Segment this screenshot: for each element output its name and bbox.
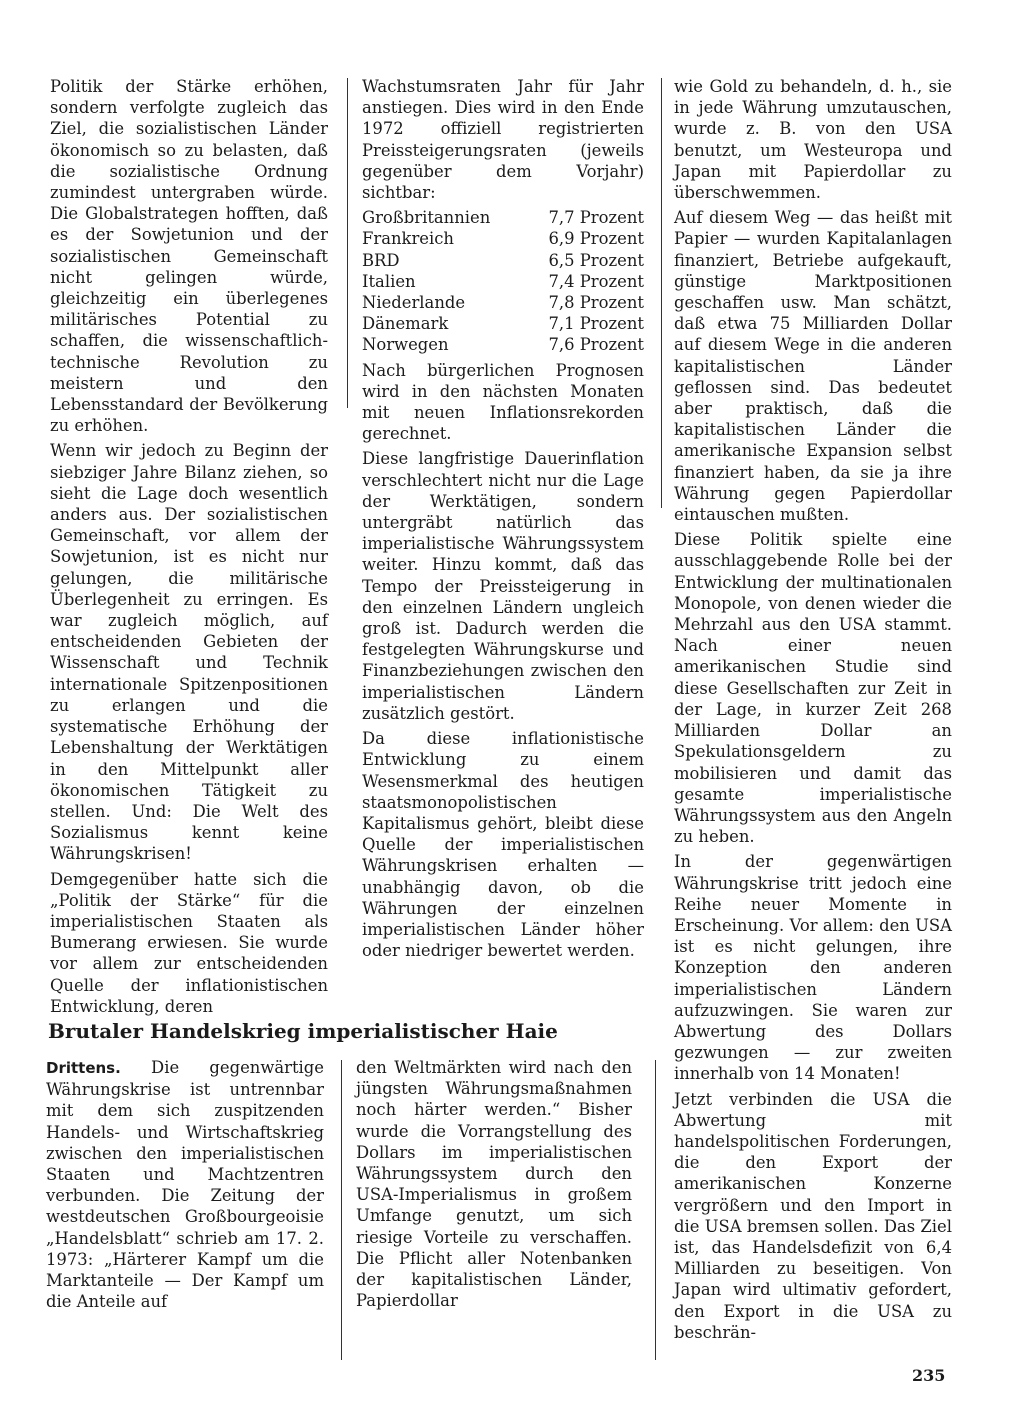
paragraph: In der gegenwärtigen Währungskrise tritt jedoch eine Reihe neuer Momente in Erscheinung. Vor allem: den USA ist es nicht gelungen, ihre Konzeption den anderen imperialistischen Ländern aufzuzwingen. Sie waren zur Abwertung des Dollars gezwungen — zur zweiten innerhalb von 14 Monaten! (674, 852, 952, 1084)
table-row (362, 250, 644, 271)
table-row (362, 334, 644, 355)
paragraph: Auf diesem Weg — das heißt mit Papier — wurden Kapitalanlagen finanziert, Betriebe aufgekauft, günstige Marktpositionen geschaffen usw. Man schätzt, daß etwa 75 Milliarden Dollar auf diesem Wege in die anderen kapitalistischen Länder geflossen sind. Das bedeutet aber praktisch, daß die kapitalistischen Länder die amerikanische Expansion selbst finanziert haben, da sie ja ihre Währung gegen Papierdollar eintauschen mußten. (674, 208, 952, 525)
lead-word: Drittens. (46, 1059, 121, 1077)
country-cell: Frankreich (362, 229, 454, 249)
column-divider (661, 78, 662, 508)
paragraph: Politik der Stärke erhöhen, sondern verfolgte zugleich das Ziel, die sozialistischen Länder ökonomisch so zu belasten, daß die sozialistische Ordnung zumindest untergraben würde. Die Globalstrategen hofften, daß es der Sowjetunion und der sozialistischen Gemeinschaft nicht gelingen würde, gleichzeitig ein überlegenes militärisches Potential zu schaffen, die wissenschaftlich-technische Revolution zu meistern und den Lebensstandard der Bevölkerung zu erhöhen. (50, 77, 328, 436)
column-1 (50, 76, 328, 1021)
country-cell: Norwegen (362, 335, 449, 355)
rate-cell: 7,1 Prozent (548, 314, 644, 334)
column-divider (347, 78, 348, 408)
rate-cell: 7,4 Prozent (548, 271, 644, 291)
table-row (362, 271, 644, 292)
paragraph-text: Die gegenwärtige Währungskrise ist untrennbar mit dem sich zuspitzenden Handels- und Wirtschaftskrieg zwischen den imperialistischen Staaten und Machtzentren verbunden. Die Zeitung der westdeutschen Großbourgeoisie „Handelsblatt“ schrieb am 17. 2. 1973: „Härterer Kampf um die Marktanteile — Der Kampf um die Anteile auf (46, 1058, 324, 1312)
country-cell: Niederlande (362, 293, 466, 313)
paragraph: Nach bürgerlichen Prognosen wird in den nächsten Monaten mit neuen Inflationsrekorden gerechnet. (362, 360, 644, 444)
rate-cell: 6,9 Prozent (548, 229, 644, 249)
rate-cell: 6,5 Prozent (548, 250, 644, 270)
paragraph: Diese Politik spielte eine ausschlaggebende Rolle bei der Entwicklung der multinationalen Monopole, von denen wieder die Mehrzahl aus den USA stammt. Nach einer neuen amerikanischen Studie sind diese Gesellschaften zur Zeit in der Lage, in kurzer Zeit 268 Milliarden Dollar an Spekulationsgeldern zu mobilisieren und damit das gesamte imperialistische Währungssystem aus den Angeln zu heben. (674, 530, 952, 847)
country-cell: BRD (362, 250, 400, 270)
paragraph: Jetzt verbinden die USA die Abwertung mit handelspolitischen Forderungen, die den Export der amerikanischen Konzerne vergrößern und den Import in die USA bremsen sollen. Das Ziel ist, das Handelsdefizit von 6,4 Milliarden zu beseitigen. Von Japan wird ultimativ gefordert, den Export in die USA zu beschrän- (674, 1089, 952, 1342)
column-2-lower (356, 1057, 632, 1315)
column-3 (674, 76, 952, 1347)
paragraph: wie Gold zu behandeln, d. h., sie in jede Währung umzutauschen, wurde z. B. von den USA benutzt, um Westeuropa und Japan mit Papierdollar zu überschwemmen. (674, 77, 952, 203)
column-divider (655, 1060, 656, 1360)
table-row (362, 292, 644, 313)
table-row (362, 228, 644, 249)
rate-cell: 7,8 Prozent (548, 293, 644, 313)
paragraph (46, 1057, 324, 1312)
table-row (362, 207, 644, 228)
country-cell: Dänemark (362, 314, 449, 334)
paragraph: Diese langfristige Dauerinflation verschlechtert nicht nur die Lage der Werktätigen, sondern untergräbt natürlich das imperialistische Währungssystem weiter. Hinzu kommt, daß das Tempo der Preissteigerung in den einzelnen Ländern ungleich groß ist. Dadurch werden die festgelegten Währungskurse und Finanzbeziehungen zwischen den imperialistischen Ländern zusätzlich gestört. (362, 449, 644, 723)
page-number: 235 (912, 1366, 946, 1385)
paragraph: Wachstumsraten Jahr für Jahr anstiegen. Dies wird in den Ende 1972 offiziell registrierten Preissteigerungsraten (jeweils gegenüber dem Vorjahr) sichtbar: (362, 77, 644, 203)
paragraph: Da diese inflationistische Entwicklung zu einem Wesensmerkmal des heutigen staatsmonopolistischen Kapitalismus gehört, bleibt diese Quelle der imperialistischen Währungskrisen erhalten — unabhängig davon, ob die Währungen der einzelnen imperialistischen Länder höher oder niedriger bewertet werden. (362, 729, 644, 961)
section-heading: Brutaler Handelskrieg imperialistischer Haie (48, 1019, 558, 1043)
paragraph: Wenn wir jedoch zu Beginn der siebziger Jahre Bilanz ziehen, so sieht die Lage doch wesentlich anders aus. Der sozialistischen Gemeinschaft, vor allem der Sowjetunion, ist es nicht nur gelungen, die militärische Überlegenheit zu erringen. Es war zugleich möglich, auf entscheidenden Gebieten der Wissenschaft und Technik internationale Spitzenpositionen zu erlangen und die systematische Erhöhung der Lebenshaltung der Werktätigen in den Mittelpunkt aller ökonomischen Tätigkeit zu stellen. Und: Die Welt des Sozialismus kennt keine Währungskrisen! (50, 441, 328, 864)
column-2 (362, 76, 644, 965)
paragraph: Demgegenüber hatte sich die „Politik der Stärke“ für die imperialistischen Staaten als Bumerang erwiesen. Sie wurde vor allem zur entscheidenden Quelle der inflationistischen Entwicklung, deren (50, 869, 328, 1016)
rate-cell: 7,6 Prozent (548, 335, 644, 355)
table-row (362, 313, 644, 334)
country-cell: Italien (362, 271, 416, 291)
paragraph: den Weltmärkten wird nach den jüngsten Währungsmaßnahmen noch härter werden.“ Bisher wurde die Vorrangstellung des Dollars im imperialistischen Währungssystem durch den USA-Imperialismus in großem Umfange genutzt, um sich riesige Vorteile zu verschaffen. Die Pflicht aller Notenbanken der kapitalistischen Länder, Papierdollar (356, 1058, 632, 1311)
rate-cell: 7,7 Prozent (548, 208, 644, 228)
column-divider (341, 1060, 342, 1360)
column-1-lower (46, 1057, 324, 1316)
country-cell: Großbritannien (362, 208, 491, 228)
inflation-rates-table (362, 207, 644, 355)
